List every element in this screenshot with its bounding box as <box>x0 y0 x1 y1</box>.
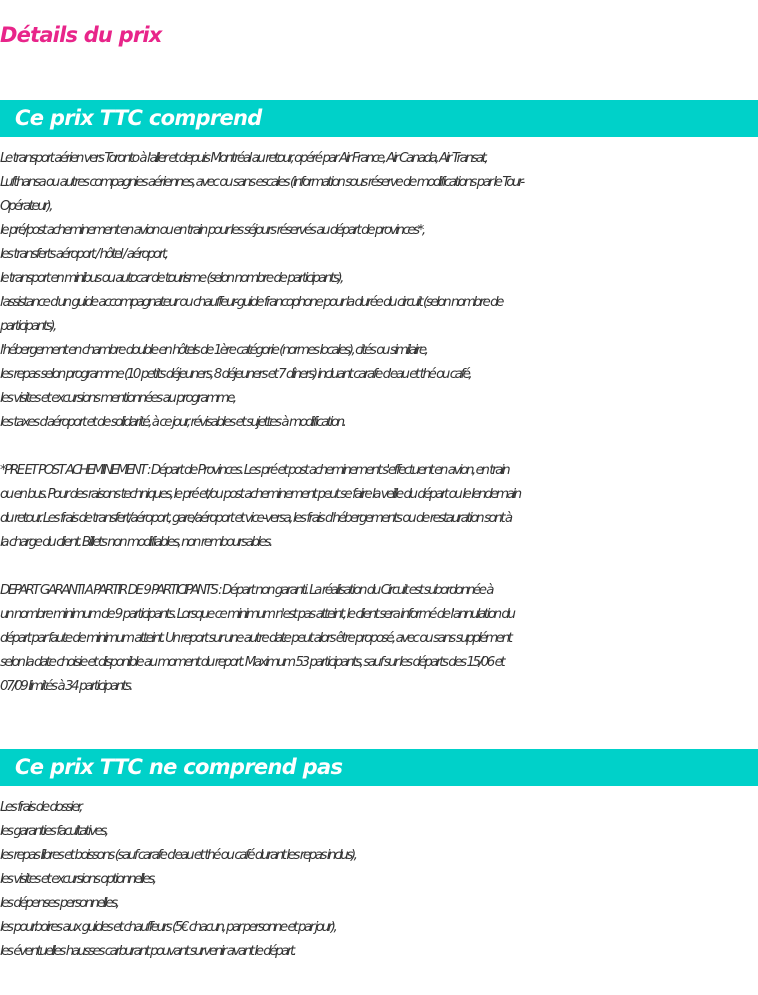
departure-guarantee-line: 07/09 limités à 34 participants. <box>0 679 132 694</box>
excludes-content <box>0 796 758 964</box>
includes-line: le pré/post acheminement en avion ou en train pour les séjours réservés au départ de provinces*, <box>0 223 424 238</box>
includes-line: Opérateur), <box>0 199 52 214</box>
includes-line: les visites et excursions mentionnées au programme, <box>0 391 235 406</box>
acheminement-note-line: la charge du client. Billets non modifiables, non remboursables. <box>0 535 271 550</box>
acheminement-note-line: *PRE ET POST ACHEMINEMENT : Départ de Provinces. Les pré et post acheminement s'effectuent en avion, en train <box>0 463 509 478</box>
includes-line: l'hébergement en chambre double en hôtels de 1ère catégorie (normes locales), cités ou similaire, <box>0 343 427 358</box>
includes-line: l'assistance d'un guide accompagnateur ou chauffeur-guide francophone pour la durée du circuit (selon nombre de <box>0 295 502 310</box>
departure-guarantee-line: DEPART GARANTI A PARTIR DE 9 PARTICIPANTS : Départ non garanti. La réalisation du Circuit est subordonnée à <box>0 583 493 598</box>
departure-guarantee-line: selon la date choisie et disponible au moment du report. Maximum 53 participants, sauf sur les départs des 15/06 et <box>0 655 504 670</box>
page-title: Détails du prix <box>0 23 162 47</box>
excludes-line: Les frais de dossier, <box>0 800 81 815</box>
paragraph-spacer <box>0 555 758 579</box>
departure-guarantee-line: départ par faute de minimum atteint. Un report sur une autre date peut alors être proposé, avec ou sans supplément <box>0 631 511 646</box>
includes-line: participants), <box>0 319 55 334</box>
excludes-line: les visites et excursions optionnelles, <box>0 872 155 887</box>
excludes-line: les éventuelles hausses carburant pouvant survenir avant le départ. <box>0 944 295 959</box>
includes-line: Le transport aérien vers Toronto à l'aller et depuis Montréal au retour, opéré par Air France, Air Canada, Air Transat, <box>0 151 487 166</box>
includes-section-header <box>0 100 758 137</box>
excludes-line: les repas libres et boissons (sauf carafe d'eau et thé ou café durant les repas inclus), <box>0 848 356 863</box>
includes-content <box>0 147 758 699</box>
excludes-section-header <box>0 749 758 786</box>
paragraph-spacer <box>0 435 758 459</box>
departure-guarantee-line: un nombre minimum de 9 participants. Lorsque ce minimum n'est pas atteint, le client sera informé de l'annulation du <box>0 607 514 622</box>
acheminement-note-line: ou en bus. Pour des raisons techniques, le pré et/ou post acheminement peut se faire la veille du départ ou le lendemain <box>0 487 520 502</box>
includes-line: Lufthansa ou autres compagnies aériennes, avec ou sans escales (information sous réserve de modifications par le Tour- <box>0 175 523 190</box>
excludes-heading: Ce prix TTC ne comprend pas <box>15 755 343 779</box>
includes-line: les repas selon programme (10 petits déjeuners, 8 déjeuners et 7 dîners) incluant carafe d'eau et thé ou café, <box>0 367 471 382</box>
includes-line: le transport en minibus ou autocar de tourisme (selon nombre de participants), <box>0 271 342 286</box>
acheminement-note-line: du retour. Les frais de transfert/aéroport, gare/aéroport et vice-versa, les frais d'hébergements ou de restauration sont à <box>0 511 511 526</box>
includes-line: les transferts aéroport / hôtel / aéroport, <box>0 247 167 262</box>
excludes-line: les garanties facultatives, <box>0 824 107 839</box>
includes-heading: Ce prix TTC comprend <box>15 106 262 130</box>
includes-line: les taxes d'aéroport et de solidarité, à ce jour, révisables et sujettes à modification. <box>0 415 345 430</box>
excludes-line: les dépenses personnelles, <box>0 896 118 911</box>
excludes-line: les pourboires aux guides et chauffeurs (5€ chacun, par personne et par jour), <box>0 920 336 935</box>
